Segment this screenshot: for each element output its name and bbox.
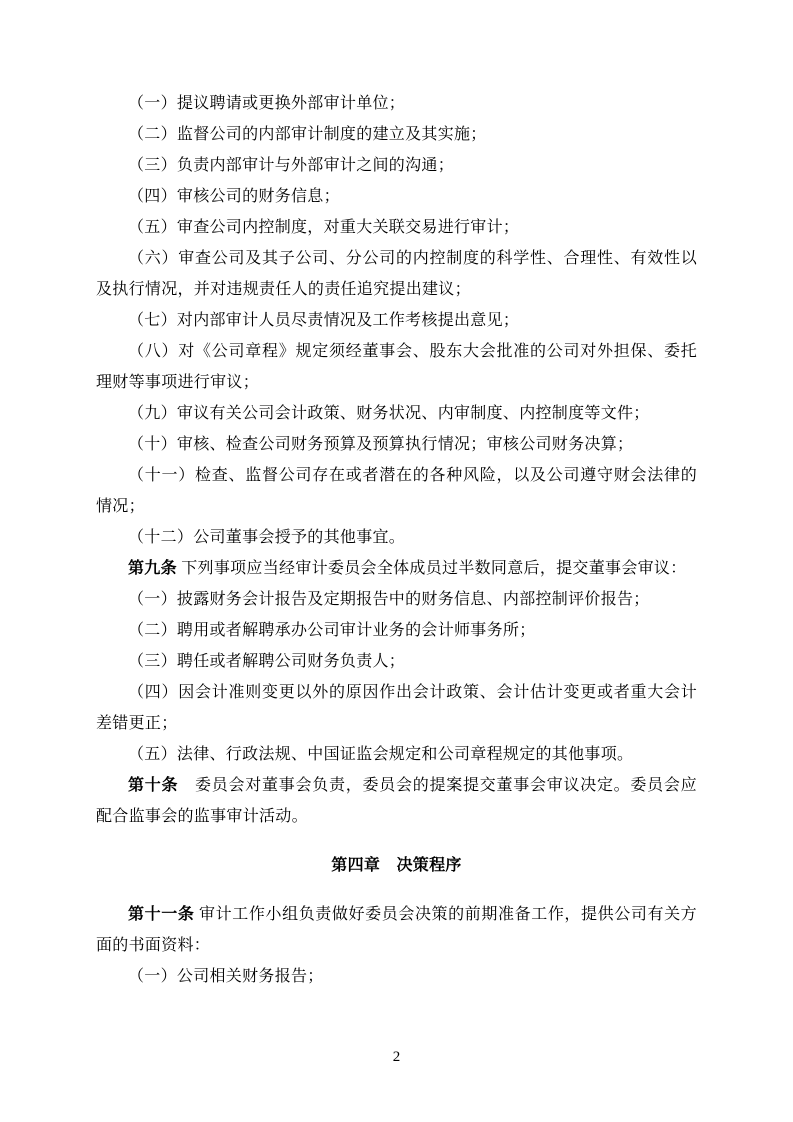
list-item-paragraph: （十一）检查、监督公司存在或者潜在的各种风险，以及公司遵守财会法律的情况； (96, 467, 697, 515)
article-number: 第十一条 (128, 906, 195, 923)
list-item-paragraph: （八）对《公司章程》规定须经董事会、股东大会批准的公司对外担保、委托理财等事项进行审议； (96, 343, 697, 391)
list-item-paragraph: （一）披露财务会计报告及定期报告中的财务信息、内部控制评价报告； (128, 591, 650, 608)
article-number: 第十条 (128, 777, 179, 794)
list-item-paragraph: （三）聘任或者解聘公司财务负责人； (128, 653, 406, 670)
list-item-paragraph: （二）聘用或者解聘承办公司审计业务的会计师事务所； (128, 622, 536, 639)
article-number: 第九条 (128, 560, 177, 577)
list-item-paragraph: （一）提议聘请或更换外部审计单位； (128, 95, 406, 112)
document-body (96, 88, 697, 992)
article-paragraph: 第十一条 审计工作小组负责做好委员会决策的前期准备工作，提供公司有关方面的书面资料： (96, 906, 697, 954)
list-item-paragraph: （十）审核、检查公司财务预算及预算执行情况；审核公司财务决算； (128, 436, 634, 453)
chapter-heading: 第四章 决策程序 (331, 857, 462, 874)
list-item-paragraph: （九）审议有关公司会计政策、财务状况、内审制度、内控制度等文件； (128, 405, 650, 422)
list-item-paragraph: （七）对内部审计人员尽责情况及工作考核提出意见； (128, 312, 520, 329)
page-footer (0, 1048, 793, 1066)
article-paragraph: 第十条 委员会对董事会负责，委员会的提案提交董事会审议决定。委员会应配合监事会的监事审计活动。 (96, 777, 697, 825)
list-item-paragraph: （二）监督公司的内部审计制度的建立及其实施； (128, 126, 487, 143)
list-item-paragraph: （五）法律、行政法规、中国证监会规定和公司章程规定的其他事项。 (128, 746, 634, 763)
list-item-paragraph: （十二）公司董事会授予的其他事宜。 (128, 529, 406, 546)
page-number: 2 (392, 1049, 401, 1065)
list-item-paragraph: （一）公司相关财务报告； (128, 968, 324, 985)
list-item-paragraph: （六）审查公司及其子公司、分公司的内控制度的科学性、合理性、有效性以及执行情况，并对违规责任人的责任追究提出建议； (96, 250, 697, 298)
list-item-paragraph: （四）因会计准则变更以外的原因作出会计政策、会计估计变更或者重大会计差错更正； (96, 684, 697, 732)
list-item-paragraph: （五）审查公司内控制度，对重大关联交易进行审计； (128, 219, 520, 236)
list-item-paragraph: （四）审核公司的财务信息； (128, 188, 340, 205)
article-paragraph: 第九条 下列事项应当经审计委员会全体成员过半数同意后，提交董事会审议： (128, 560, 687, 577)
list-item-paragraph: （三）负责内部审计与外部审计之间的沟通； (128, 157, 455, 174)
